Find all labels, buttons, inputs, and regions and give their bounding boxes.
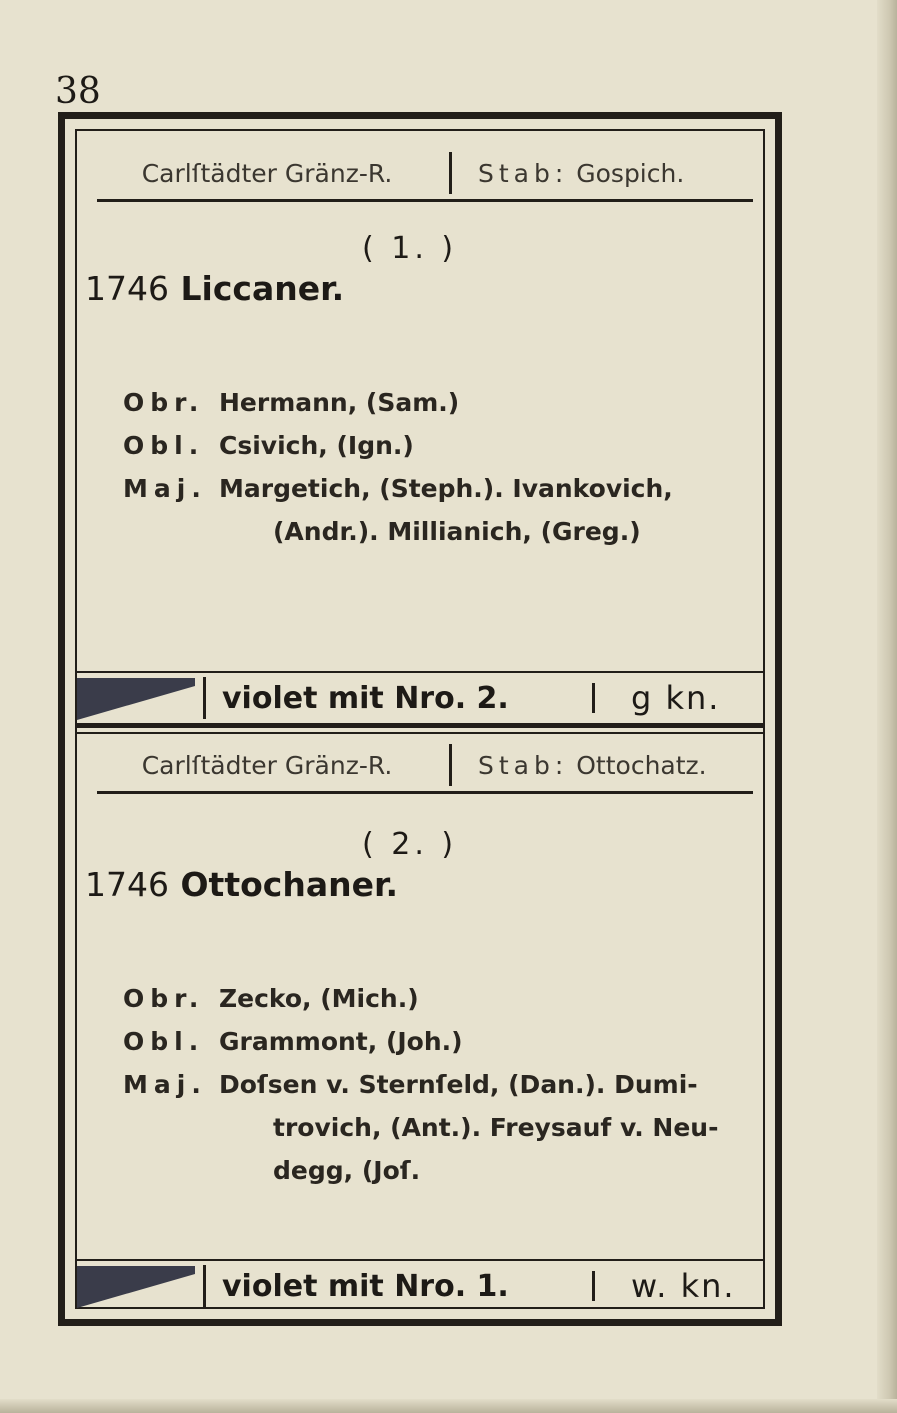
officer-row bbox=[123, 1063, 747, 1106]
officer-row bbox=[123, 977, 747, 1020]
regiment-name: Liccaner. bbox=[180, 269, 345, 308]
officer-names: Margetich, (Steph.). Ivankovich, bbox=[219, 474, 673, 503]
facing-description: violet mit Nro. 2. bbox=[222, 680, 509, 716]
staff-label: Stab: bbox=[478, 158, 569, 188]
officer-names: Grammont, (Joh.) bbox=[219, 1027, 463, 1056]
officer-rank: Maj. bbox=[123, 474, 207, 503]
header-divider bbox=[449, 152, 452, 194]
register-inner-frame bbox=[75, 129, 765, 1309]
officer-names: Zecko, (Mich.) bbox=[219, 984, 419, 1013]
regiment-year: 1746 bbox=[85, 865, 169, 904]
register-frame bbox=[58, 112, 782, 1326]
entry-footer bbox=[77, 671, 763, 723]
button-metal: g kn. bbox=[631, 679, 721, 717]
corps-name: Carlſtädter Gränz-R. bbox=[141, 158, 393, 188]
regiment-title bbox=[85, 865, 398, 904]
officer-names: Doſsen v. Sternſeld, (Dan.). Dumi- bbox=[219, 1070, 698, 1099]
regiment-number: ( 2. ) bbox=[362, 827, 458, 862]
staff-info bbox=[464, 751, 753, 780]
button-metal: w. kn. bbox=[631, 1267, 736, 1305]
officer-rank: Obl. bbox=[123, 1027, 205, 1056]
entry-header bbox=[97, 147, 753, 202]
facing-description: violet mit Nro. 1. bbox=[222, 1268, 509, 1304]
staff-info bbox=[464, 159, 753, 188]
officer-rank: Obl. bbox=[123, 431, 205, 460]
page-number: 38 bbox=[55, 71, 101, 112]
officer-list bbox=[123, 977, 747, 1192]
regiment-year: 1746 bbox=[85, 269, 169, 308]
officer-rank: Obr. bbox=[123, 388, 205, 417]
officer-continuation: degg, (Joſ. bbox=[273, 1156, 421, 1185]
officer-list bbox=[123, 381, 747, 553]
corps-name: Carlſtädter Gränz-R. bbox=[141, 750, 393, 780]
officer-row bbox=[123, 424, 747, 467]
regiment-title bbox=[85, 269, 344, 308]
staff-location: Ottochatz. bbox=[576, 750, 707, 780]
footer-divider bbox=[592, 683, 595, 713]
regiment-number: ( 1. ) bbox=[362, 231, 458, 266]
page-edge bbox=[877, 0, 897, 1413]
regiment-name: Ottochaner. bbox=[180, 865, 399, 904]
footer-divider bbox=[592, 1271, 595, 1301]
facing-color-swatch bbox=[77, 676, 195, 720]
section-divider bbox=[77, 723, 763, 728]
header-divider bbox=[449, 744, 452, 786]
staff-location: Gospich. bbox=[576, 158, 685, 188]
entry-header bbox=[97, 739, 753, 794]
officer-continuation: trovich, (Ant.). Freysauf v. Neu- bbox=[273, 1113, 719, 1142]
staff-label: Stab: bbox=[478, 750, 569, 780]
entry-footer bbox=[77, 1259, 763, 1311]
page-bottom-edge bbox=[0, 1399, 897, 1413]
regiment-entry-1 bbox=[77, 131, 763, 721]
officer-continuation: (Andr.). Millianich, (Greg.) bbox=[273, 517, 641, 546]
regiment-entry-2 bbox=[77, 739, 763, 1311]
officer-names: Csivich, (Ign.) bbox=[219, 431, 414, 460]
footer-divider bbox=[203, 1265, 206, 1307]
officer-row bbox=[123, 1020, 747, 1063]
officer-row bbox=[123, 381, 747, 424]
footer-divider bbox=[203, 677, 206, 719]
facing-color-swatch bbox=[77, 1264, 195, 1308]
section-divider-thin bbox=[77, 732, 763, 734]
officer-rank: Maj. bbox=[123, 1070, 207, 1099]
officer-names: Hermann, (Sam.) bbox=[219, 388, 460, 417]
officer-row bbox=[123, 467, 747, 510]
officer-rank: Obr. bbox=[123, 984, 205, 1013]
